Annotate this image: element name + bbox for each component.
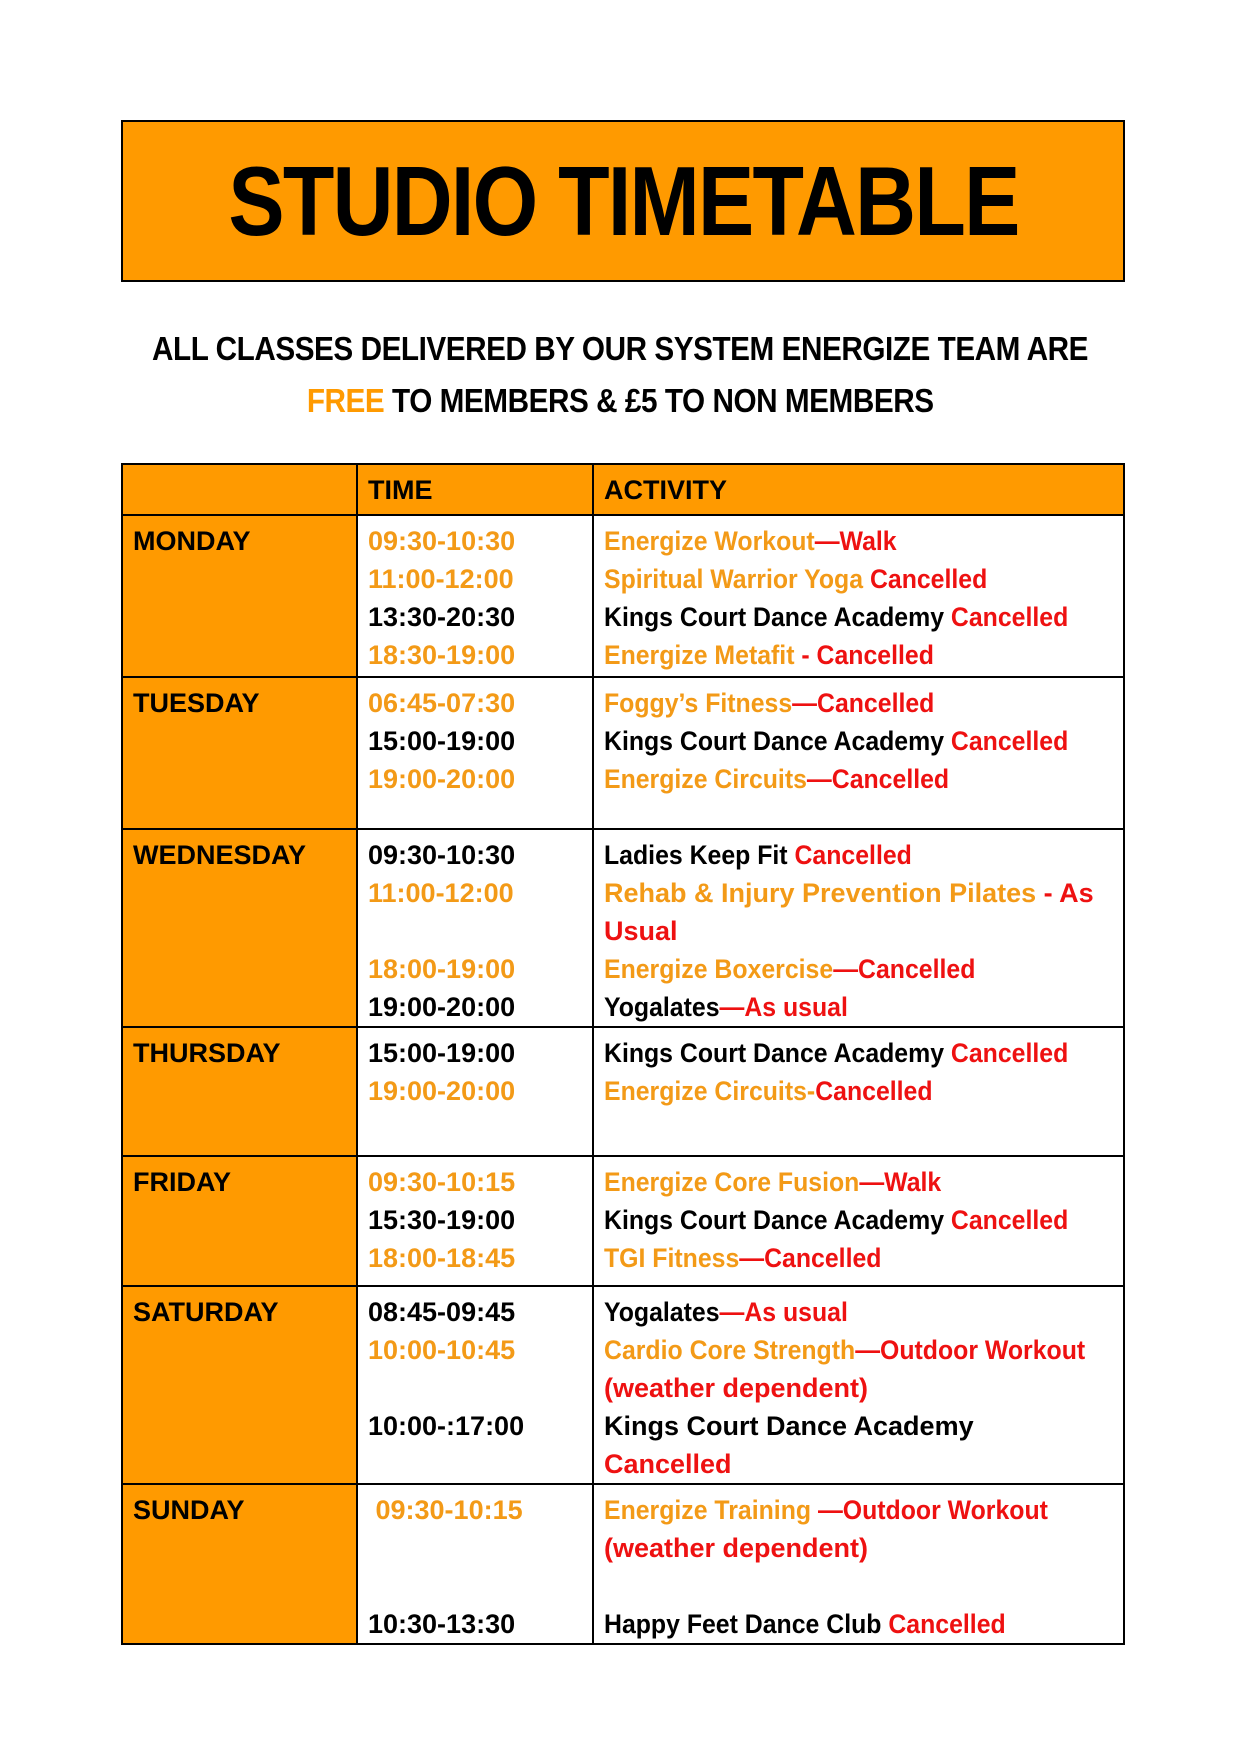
times-wednesday: [357, 829, 593, 1027]
time-slot: 08:45-09:45: [368, 1297, 516, 1327]
activity-item: Energize Boxercise—Cancelled: [604, 954, 976, 984]
table-row-friday: [122, 1156, 1124, 1286]
table-row-monday: [122, 515, 1124, 677]
activity-item: Kings Court Dance Academy: [604, 1411, 974, 1441]
activity-item: Ladies Keep Fit Cancelled: [604, 840, 912, 870]
time-slot: 18:00-18:45: [368, 1243, 516, 1273]
time-slot: 15:00-19:00: [368, 1038, 516, 1068]
time-slot: 11:00-12:00: [368, 878, 514, 908]
times-tuesday: [357, 677, 593, 829]
activity-item: Energize Metafit - Cancelled: [604, 640, 934, 670]
time-slot: 09:30-10:30: [368, 526, 516, 556]
day-monday: MONDAY: [122, 515, 357, 677]
activity-item: Energize Circuits—Cancelled: [604, 764, 950, 794]
title-banner: [121, 120, 1125, 282]
activity-item: Energize Core Fusion—Walk: [604, 1167, 942, 1197]
activity-item: Yogalates—As usual: [604, 992, 848, 1022]
time-slot: 06:45-07:30: [368, 688, 516, 718]
times-friday: [357, 1156, 593, 1286]
day-wednesday: WEDNESDAY: [122, 829, 357, 1027]
time-slot: 11:00-12:00: [368, 564, 514, 594]
activity-item: Happy Feet Dance Club Cancelled: [604, 1609, 1006, 1639]
time-slot: 10:30-13:30: [368, 1609, 516, 1639]
pricing-note-line-2: FREE TO MEMBERS & £5 TO NON MEMBERS: [306, 382, 934, 419]
activity-note: (weather dependent): [604, 1373, 869, 1403]
free-highlight: FREE: [306, 382, 385, 419]
activity-item: TGI Fitness—Cancelled: [604, 1243, 882, 1273]
activity-item: Cardio Core Strength—Outdoor Workout: [604, 1335, 1086, 1365]
times-saturday: [357, 1286, 593, 1484]
activity-item: Energize Workout—Walk: [604, 526, 897, 556]
activity-item: Foggy’s Fitness—Cancelled: [604, 688, 935, 718]
activity-item: Yogalates—As usual: [604, 1297, 848, 1327]
time-slot: 19:00-20:00: [368, 992, 516, 1022]
table-header-row: [122, 464, 1124, 515]
activity-item: Kings Court Dance Academy Cancelled: [604, 726, 1069, 756]
activities-friday: [593, 1156, 1124, 1286]
day-saturday: SATURDAY: [122, 1286, 357, 1484]
activities-wednesday: [593, 829, 1124, 1027]
times-monday: [357, 515, 593, 677]
activity-item: Kings Court Dance Academy Cancelled: [604, 1205, 1069, 1235]
time-slot: 19:00-20:00: [368, 1076, 516, 1106]
time-slot: 18:30-19:00: [368, 640, 516, 670]
header-activity: ACTIVITY: [593, 464, 1124, 515]
activity-item: Spiritual Warrior Yoga Cancelled: [604, 564, 988, 594]
activities-monday: [593, 515, 1124, 677]
time-slot: 13:30-20:30: [368, 602, 516, 632]
activities-thursday: [593, 1027, 1124, 1156]
time-slot: 19:00-20:00: [368, 764, 516, 794]
activities-tuesday: [593, 677, 1124, 829]
time-slot: 18:00-19:00: [368, 954, 516, 984]
day-tuesday: TUESDAY: [122, 677, 357, 829]
activities-saturday: [593, 1286, 1124, 1484]
table-row-thursday: [122, 1027, 1124, 1156]
time-slot: 15:00-19:00: [368, 726, 516, 756]
day-thursday: THURSDAY: [122, 1027, 357, 1156]
header-time: TIME: [357, 464, 593, 515]
pricing-note-line-1: ALL CLASSES DELIVERED BY OUR SYSTEM ENERGIZE TEAM ARE: [151, 330, 1089, 367]
activity-item: Energize Circuits-Cancelled: [604, 1076, 933, 1106]
activity-status: Cancelled: [604, 1449, 732, 1479]
times-sunday: [357, 1484, 593, 1644]
time-slot: 09:30-10:30: [368, 840, 516, 870]
activities-sunday: [593, 1484, 1124, 1644]
activity-note: (weather dependent): [604, 1533, 869, 1563]
table-row-tuesday: [122, 677, 1124, 829]
header-day: [122, 464, 357, 515]
time-slot: 10:00-:17:00: [368, 1411, 525, 1441]
table-row-wednesday: [122, 829, 1124, 1027]
day-friday: FRIDAY: [122, 1156, 357, 1286]
timetable: [121, 463, 1125, 1645]
page-title: STUDIO TIMETABLE: [227, 145, 1019, 256]
table-row-saturday: [122, 1286, 1124, 1484]
time-slot: 15:30-19:00: [368, 1205, 516, 1235]
times-thursday: [357, 1027, 593, 1156]
day-sunday: SUNDAY: [122, 1484, 357, 1644]
time-slot: 09:30-10:15: [368, 1167, 516, 1197]
time-slot: 09:30-10:15: [368, 1495, 523, 1525]
activity-item: Kings Court Dance Academy Cancelled: [604, 1038, 1069, 1068]
time-slot: 10:00-10:45: [368, 1335, 516, 1365]
activity-item: Rehab & Injury Prevention Pilates - As Usual: [604, 878, 1094, 946]
activity-item: Kings Court Dance Academy Cancelled: [604, 602, 1069, 632]
table-row-sunday: [122, 1484, 1124, 1644]
activity-item: Energize Training —Outdoor Workout: [604, 1495, 1048, 1525]
